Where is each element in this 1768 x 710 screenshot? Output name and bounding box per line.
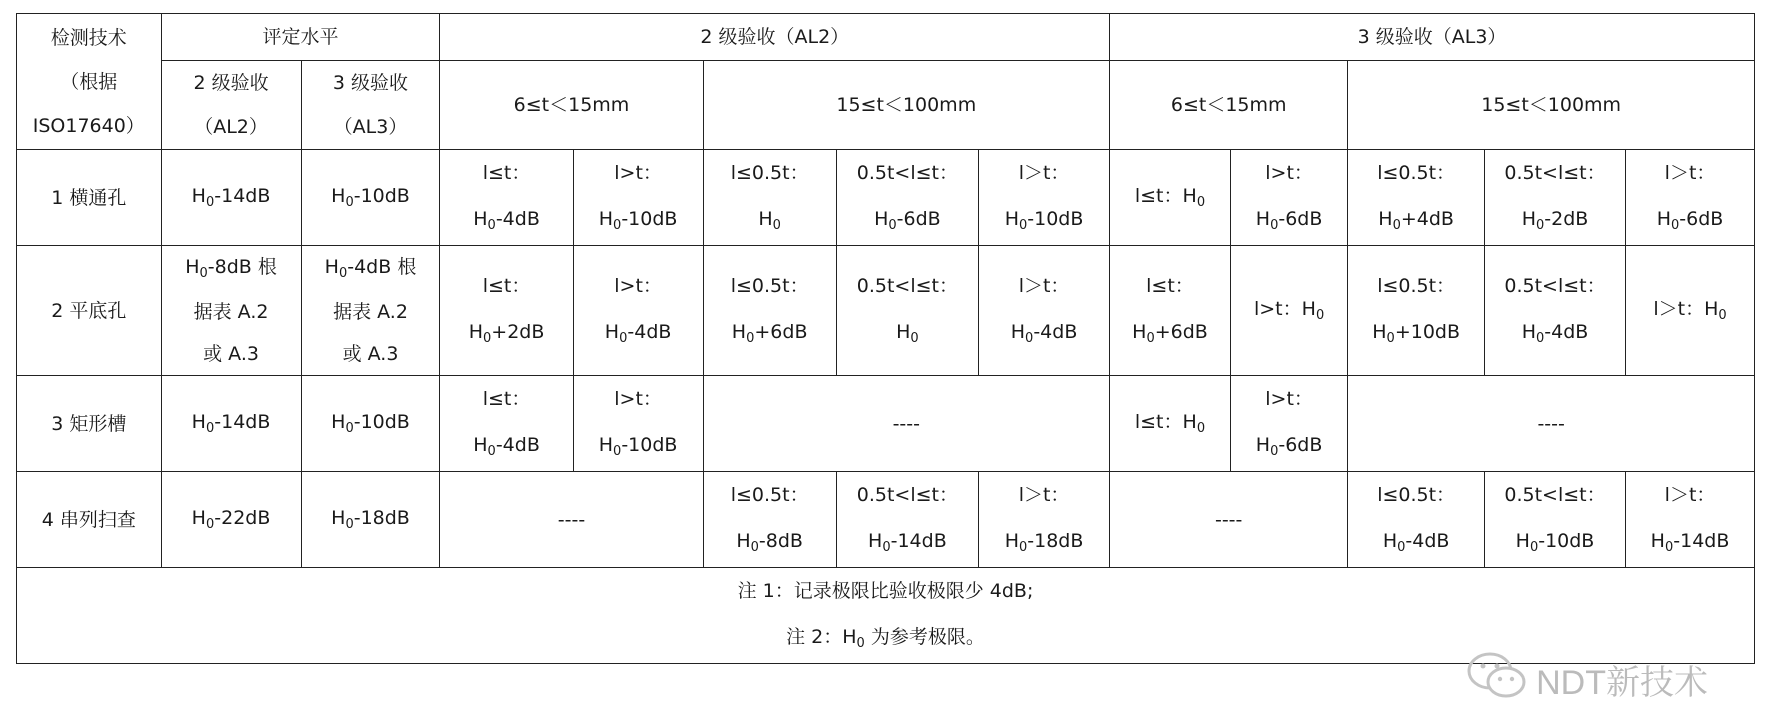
header-eval-al3 [301, 61, 440, 150]
cell [1348, 472, 1485, 568]
cell [573, 376, 703, 472]
cell-line: ISO17640） [32, 114, 145, 137]
cell-line: l＞t： [1664, 162, 1716, 184]
cell [703, 246, 836, 376]
cell-line: $H_0-2dB$ [1521, 208, 1589, 233]
cell-line: $H_0-4dB$ [473, 208, 540, 233]
cell-line: l≤t： [482, 388, 531, 410]
cell-line: l≤t： [1146, 275, 1194, 297]
cell [161, 472, 301, 568]
cell [301, 472, 440, 568]
cell [979, 472, 1110, 568]
cell-line: l≤t：$H_0$ [1134, 185, 1206, 210]
cell-line: $H_0-18dB$ [1004, 530, 1084, 555]
cell [1484, 246, 1625, 376]
cell-line: $H_0-4dB$ [1521, 321, 1589, 346]
cell [1230, 246, 1347, 376]
cell-line: 或 A.3 [203, 343, 259, 365]
cell [440, 150, 573, 246]
cell-line: l>t： [614, 162, 662, 184]
cell-line: l＞t： [1664, 484, 1716, 506]
header-al2-thick: 15≤t＜100mm [703, 61, 1110, 150]
header-al2-thin: 6≤t＜15mm [440, 61, 703, 150]
cell-line: ---- [1214, 508, 1243, 531]
cell [440, 246, 573, 376]
cell [1110, 376, 1231, 472]
cell [1484, 150, 1625, 246]
cell [573, 246, 703, 376]
cell-line: l≤0.5t： [730, 275, 809, 297]
cell [703, 472, 836, 568]
row-name: 2 平底孔 [17, 246, 162, 376]
cell [1110, 246, 1231, 376]
cell-line: 2 级验收 [193, 72, 269, 94]
cell [1110, 150, 1231, 246]
cell-line: 据表 A.2 [193, 301, 269, 323]
cell [301, 246, 440, 376]
cell [979, 150, 1110, 246]
cell-line: 或 A.3 [342, 343, 399, 365]
cell [979, 246, 1110, 376]
cell-line: 0.5t<l≤t： [856, 162, 959, 184]
cell-line: $H_0-4dB$ [1010, 321, 1078, 346]
cell-line: l≤0.5t： [1377, 162, 1456, 184]
cell-line: $H_0$ [758, 208, 781, 233]
cell-line: $H_0-18dB$ [331, 507, 410, 532]
cell-line: $H_0+4dB$ [1378, 208, 1454, 233]
cell [1484, 472, 1625, 568]
cell-line: l>t：$H_0$ [1253, 298, 1325, 323]
cell-line: 注 2：$H_0$ 为参考极限。 [786, 626, 985, 651]
cell [161, 246, 301, 376]
cell-line: $H_0-22dB$ [191, 507, 271, 532]
cell [161, 150, 301, 246]
cell-line: l＞t： [1018, 484, 1070, 506]
cell-line: $H_0-10dB$ [1515, 530, 1595, 555]
cell-line: $H_0+6dB$ [731, 321, 808, 346]
cell-line: $H_0-6dB$ [1255, 434, 1323, 459]
cell-line: $H_0-8dB$ 根 [185, 256, 277, 281]
cell-line: $H_0+10dB$ [1372, 321, 1461, 346]
cell-line: $H_0+2dB$ [468, 321, 545, 346]
cell-line: l>t： [1265, 388, 1313, 410]
cell-line: $H_0-10dB$ [331, 185, 410, 210]
cell [1626, 150, 1755, 246]
header-al3-group: 3 级验收（AL3） [1110, 14, 1755, 61]
cell-line: $H_0-10dB$ [331, 411, 410, 436]
cell-line: $H_0-6dB$ [1656, 208, 1724, 233]
cell-line: l＞t：$H_0$ [1653, 298, 1727, 323]
cell [573, 150, 703, 246]
cell-line: 0.5t<l≤t： [856, 275, 959, 297]
cell [1230, 376, 1347, 472]
cell-line: $H_0-4dB$ [604, 321, 672, 346]
cell [1626, 246, 1755, 376]
header-eval-level: 评定水平 [161, 14, 440, 61]
cell-line: （根据 [60, 70, 118, 93]
cell-line: ---- [557, 508, 586, 531]
cell-line: 0.5t<l≤t： [1504, 275, 1606, 297]
cell-line: $H_0-8dB$ [736, 530, 803, 555]
cell-line: l≤0.5t： [730, 162, 809, 184]
cell-line: ---- [892, 412, 921, 435]
cell-line: l≤t： [482, 275, 531, 297]
acceptance-table [16, 13, 1755, 664]
cell [440, 376, 573, 472]
row-name: 3 矩形槽 [17, 376, 162, 472]
header-eval-al2 [161, 61, 301, 150]
cell [301, 376, 440, 472]
cell-line: $H_0$ [896, 321, 919, 346]
cell [703, 376, 1110, 472]
cell-line: （AL3） [333, 116, 408, 138]
cell-line: 检测技术 [50, 26, 127, 49]
cell-line: $H_0-6dB$ [874, 208, 941, 233]
cell [836, 150, 978, 246]
table-row [17, 150, 1755, 246]
cell [703, 150, 836, 246]
cell [1348, 376, 1755, 472]
cell-line: l>t： [1265, 162, 1313, 184]
cell-line: l≤0.5t： [1377, 275, 1456, 297]
cell-line: 0.5t<l≤t： [856, 484, 959, 506]
cell-line: $H_0-14dB$ [868, 530, 947, 555]
row-name: 1 横通孔 [17, 150, 162, 246]
cell-line: ---- [1537, 412, 1565, 435]
cell-line: $H_0-4dB$ [1382, 530, 1450, 555]
cell-line: 据表 A.2 [333, 301, 408, 323]
header-al2-group: 2 级验收（AL2） [440, 14, 1110, 61]
cell-line: $H_0-4dB$ [473, 434, 540, 459]
cell [836, 472, 978, 568]
cell-line: l≤0.5t： [1377, 484, 1456, 506]
cell-line: l≤0.5t： [730, 484, 809, 506]
cell-line: $H_0-14dB$ [191, 411, 271, 436]
cell-line: l＞t： [1018, 162, 1070, 184]
cell [1626, 472, 1755, 568]
cell-line: $H_0-10dB$ [1004, 208, 1084, 233]
cell [440, 472, 703, 568]
table-row [17, 376, 1755, 472]
cell-line: l>t： [614, 275, 662, 297]
cell-line: $H_0-14dB$ [191, 185, 271, 210]
cell-line: 0.5t<l≤t： [1504, 484, 1606, 506]
cell-line: $H_0-6dB$ [1255, 208, 1323, 233]
cell-line: $H_0-10dB$ [598, 434, 678, 459]
cell-line: $H_0+6dB$ [1132, 321, 1208, 346]
watermark-text: NDT新技术 [1536, 664, 1708, 702]
cell [836, 246, 978, 376]
cell-line: l≤t： [482, 162, 531, 184]
cell-line: l≤t：$H_0$ [1134, 411, 1206, 436]
header-al3-thick: 15≤t＜100mm [1348, 61, 1755, 150]
cell-line: l＞t： [1018, 275, 1070, 297]
header-al3-thin: 6≤t＜15mm [1110, 61, 1348, 150]
cell-line: $H_0-14dB$ [1650, 530, 1730, 555]
cell-line: （AL2） [194, 116, 268, 138]
cell [1230, 150, 1347, 246]
cell-line: 注 1：记录极限比验收极限少 4dB; [737, 580, 1034, 602]
table-row [17, 246, 1755, 376]
cell [301, 150, 440, 246]
cell-line: l>t： [614, 388, 662, 410]
row-name: 4 串列扫查 [17, 472, 162, 568]
table-row [17, 472, 1755, 568]
cell [1348, 150, 1485, 246]
cell-line: 0.5t<l≤t： [1504, 162, 1606, 184]
header-technique [17, 14, 162, 150]
cell-line: 3 级验收 [332, 72, 409, 94]
notes [17, 568, 1755, 664]
cell-line: $H_0-10dB$ [598, 208, 678, 233]
cell-line: $H_0-4dB$ 根 [324, 256, 417, 281]
cell [1110, 472, 1348, 568]
cell [1348, 246, 1485, 376]
cell [161, 376, 301, 472]
